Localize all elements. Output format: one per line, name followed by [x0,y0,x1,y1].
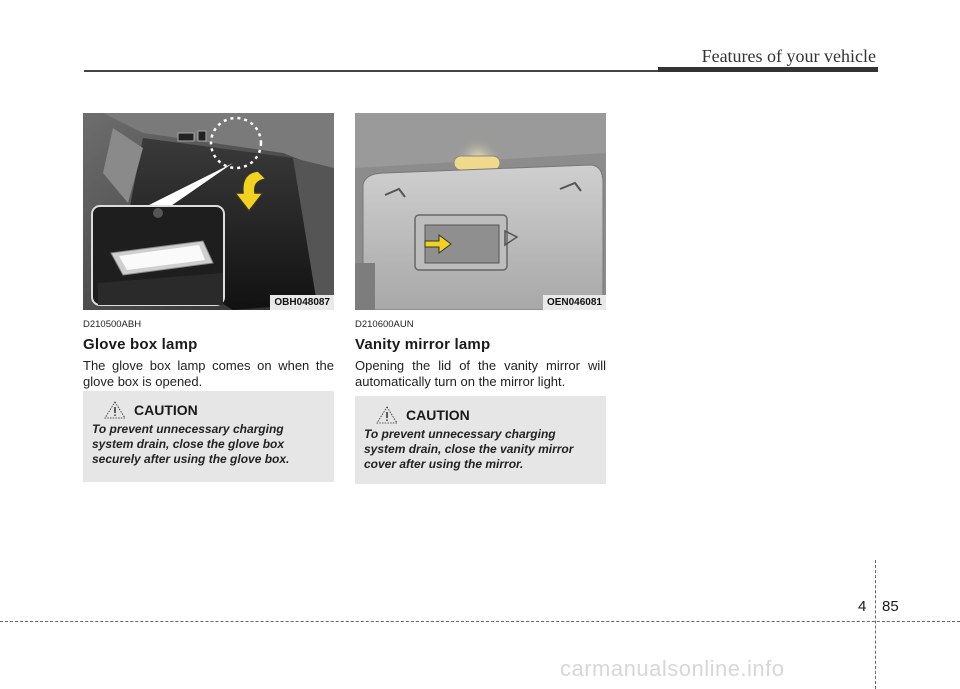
warning-triangle-icon [376,406,398,424]
glove-box-caution [83,391,334,482]
glove-box-figure [83,113,334,310]
caution-title: CAUTION [406,407,470,423]
chapter-number: 4 [858,598,867,615]
vanity-mirror-illustration [355,113,606,310]
footer-rule [0,621,960,622]
section-code: D210500ABH [83,319,142,330]
caution-body: To prevent unnecessary charging system drain, close the glove box securely after using the glove box. [92,422,290,466]
caution-header [364,406,596,424]
glove-box-section [83,113,334,390]
page-header-title: Features of your vehicle [701,46,876,66]
section-title: Glove box lamp [83,336,198,353]
warning-triangle-icon [104,401,126,419]
caution-body: To prevent unnecessary charging system drain, close the vanity mirror cover after using the mirror. [364,427,574,471]
vanity-mirror-figure [355,113,606,310]
watermark[interactable]: carmanualsonline.info [560,656,785,681]
vanity-mirror-caution [355,396,606,484]
vanity-mirror-section [355,113,606,390]
header-rule-accent [658,67,878,72]
section-body: Opening the lid of the vanity mirror will automatically turn on the mirror light. [355,358,606,389]
caution-header [92,401,324,419]
figure-code: OEN046081 [543,295,606,310]
footer-divider [875,560,876,689]
caution-title: CAUTION [134,402,198,418]
glove-box-illustration [83,113,334,310]
section-body: The glove box lamp comes on when the glove box is opened. [83,358,334,389]
page-number: 85 [882,598,899,615]
section-title: Vanity mirror lamp [355,336,491,353]
figure-code: OBH048087 [270,295,334,310]
section-code: D210600AUN [355,319,414,330]
